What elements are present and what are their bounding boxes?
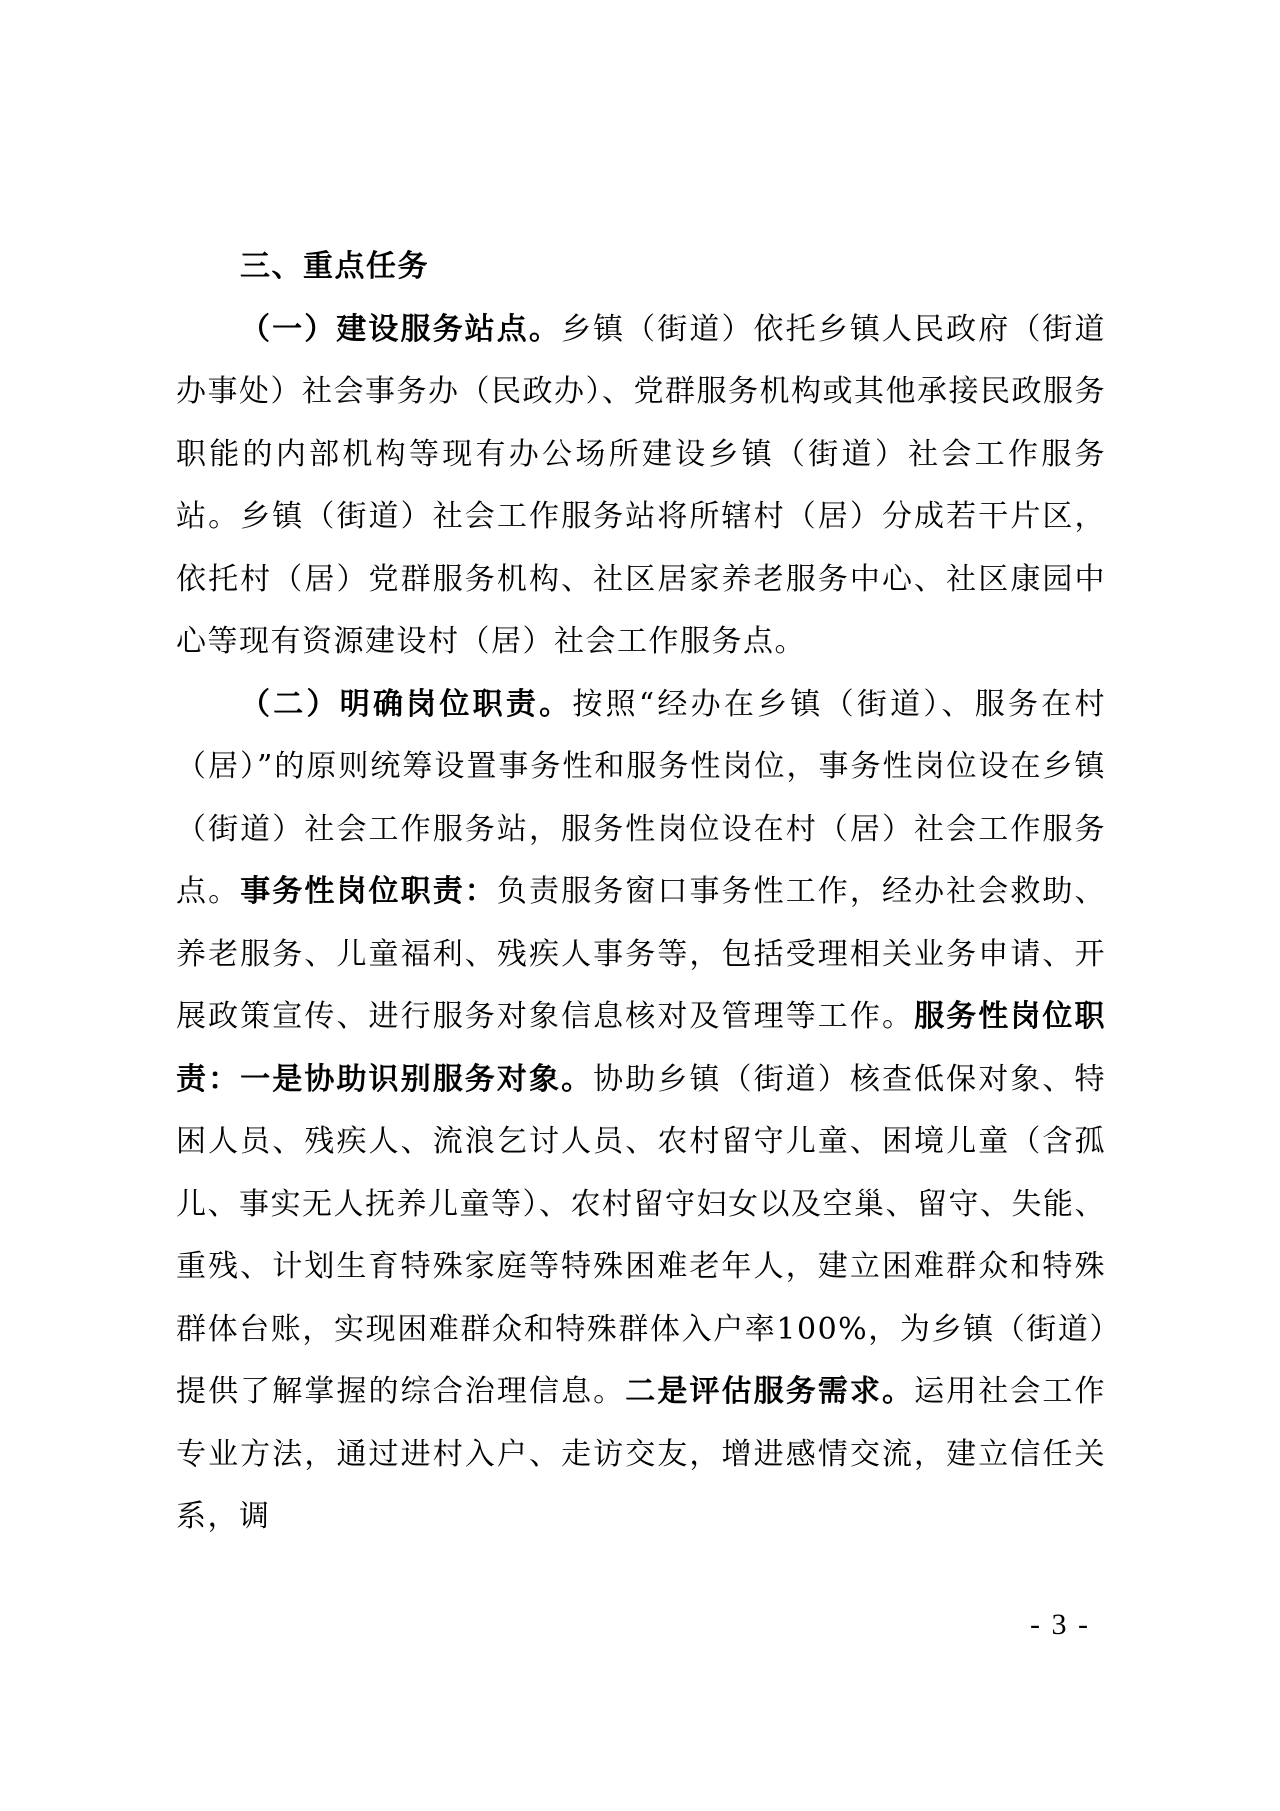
section-heading: 三、重点任务	[240, 249, 429, 284]
paragraph-text: 按照“经办在乡镇（街道）、服务在村（居）”的原则统筹设置事务性和服务性岗位，事务性岗位设在乡镇（街道）社会工作服务站，服务性岗位设在村（居）社会工作服务点。	[176, 686, 1106, 909]
paragraph-build-service-sites	[176, 299, 1106, 674]
emphasis-text: 服务性岗位职责：一是协助识别服务对象。	[176, 999, 1107, 1097]
paragraph-lead: （二）明确岗位职责。	[240, 686, 573, 722]
emphasis-text: 事务性岗位职责：	[240, 874, 497, 909]
document-body	[176, 236, 1106, 1549]
paragraph-text: 协助乡镇（街道）核查低保对象、特困人员、残疾人、流浪乞讨人员、农村留守儿童、困境儿童（含孤儿、事实无人抚养儿童等）、农村留守妇女以及空巢、留守、失能、重残、计划生育特殊家庭等特殊困难老年人，建立困难群众和特殊群体台账，实现困难群众和特殊群体入户率100%，为乡镇（街道）提供了解掌握的综合治理信息。	[176, 1061, 1107, 1409]
paragraph-clarify-duties	[176, 674, 1106, 1549]
emphasis-text: 二是评估服务需求。	[625, 1374, 915, 1409]
paragraph-lead: （一）建设服务站点。	[240, 311, 561, 347]
paragraph-text: 负责服务窗口事务性工作，经办社会救助、养老服务、儿童福利、残疾人事务等，包括受理相关业务申请、开展政策宣传、进行服务对象信息核对及管理等工作。	[176, 874, 1107, 1034]
paragraph-text: 运用社会工作专业方法，通过进村入户、走访交友，增进感情交流，建立信任关系，调	[176, 1374, 1107, 1534]
paragraph-text: 乡镇（街道）依托乡镇人民政府（街道办事处）社会事务办（民政办）、党群服务机构或其他承接民政服务职能的内部机构等现有办公场所建设乡镇（街道）社会工作服务站。乡镇（街道）社会工作服务站将所辖村（居）分成若干片区，依托村（居）党群服务机构、社区居家养老服务中心、社区康园中心等现有资源建设村（居）社会工作服务点。	[176, 311, 1107, 659]
page-number: - 3 -	[1030, 1608, 1090, 1641]
